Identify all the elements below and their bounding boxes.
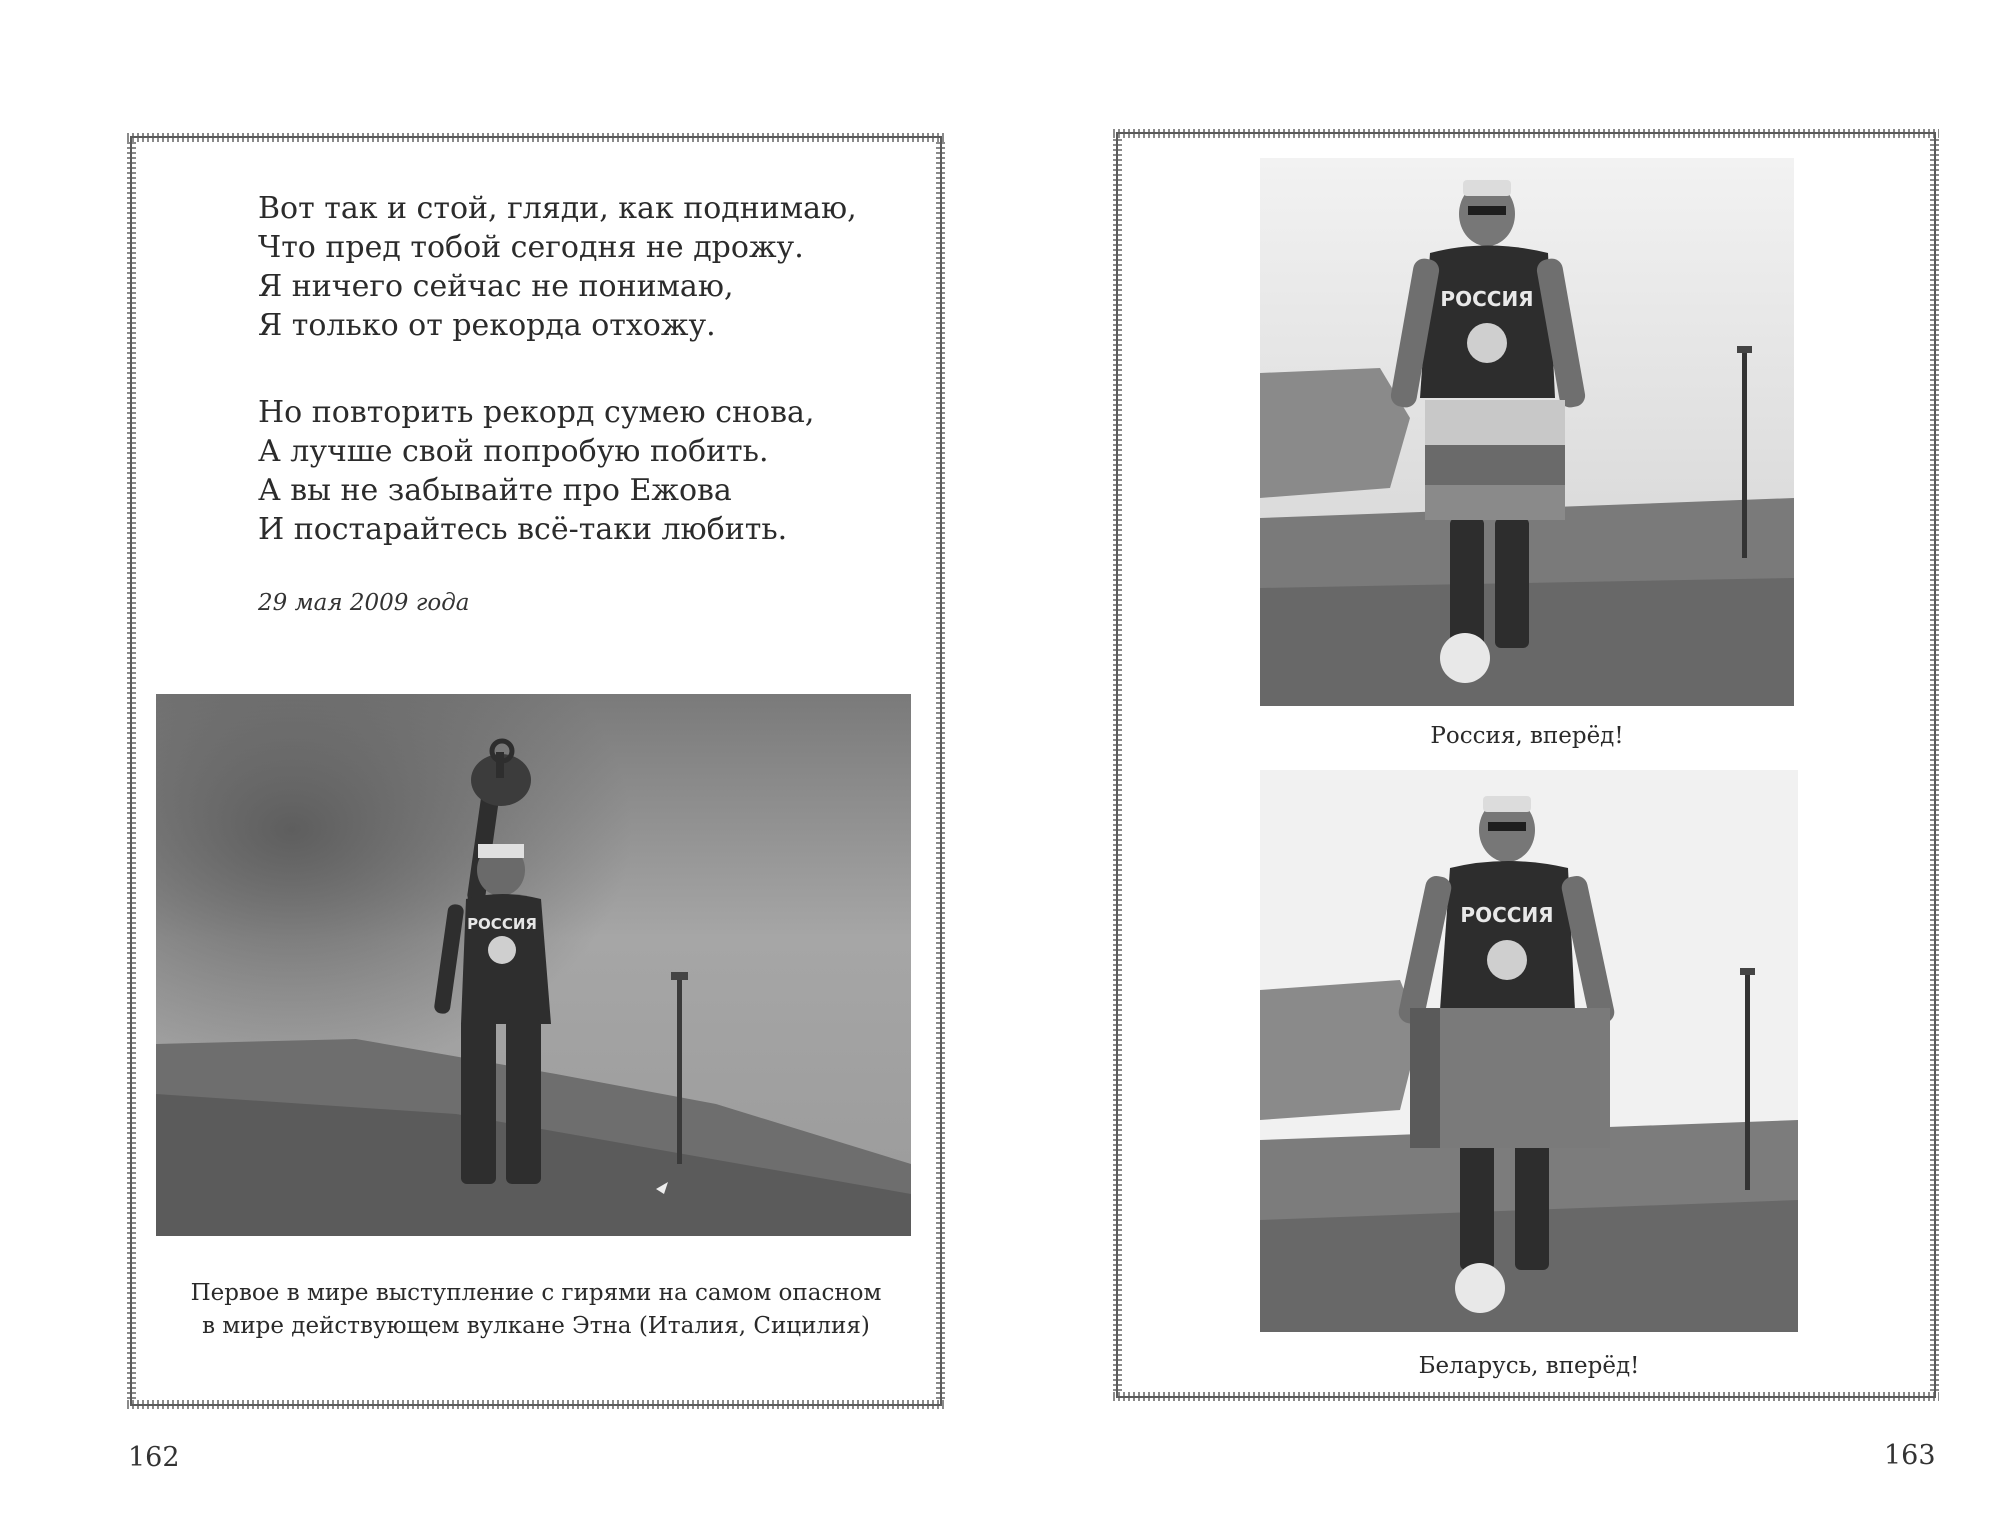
- page-number-left: 162: [128, 1442, 180, 1473]
- page-number-right: 163: [1884, 1440, 1936, 1471]
- poem-line: А лучше свой попробую побить.: [258, 434, 769, 469]
- photo-belarus-caption: Беларусь, вперёд!: [1418, 1353, 1640, 1379]
- poem-date: 29 мая 2009 года: [258, 590, 470, 616]
- photo-etna-caption: [130, 1277, 942, 1343]
- shirt-text: РОССИЯ: [1440, 287, 1534, 311]
- poem-stanza-1: [258, 189, 857, 345]
- poem-line: Что пред тобой сегодня не дрожу.: [258, 230, 804, 265]
- poem-line: Вот так и стой, гляди, как поднимаю,: [258, 191, 857, 226]
- right-page: [1000, 0, 2000, 1532]
- caption-line: Первое в мире выступление с гирями на самом опасном: [190, 1280, 882, 1306]
- poem-line: Но повторить рекорд сумею снова,: [258, 395, 815, 430]
- poem-stanza-2: [258, 393, 814, 549]
- photo-belarus-flag: [1260, 770, 1798, 1332]
- photo-russia-flag: [1260, 158, 1794, 706]
- shirt-text: РОССИЯ: [467, 915, 537, 933]
- caption-line: в мире действующем вулкане Этна (Италия, Сицилия): [202, 1313, 870, 1339]
- shirt-text: РОССИЯ: [1460, 903, 1554, 927]
- photo-etna-lift: [156, 694, 911, 1236]
- photo-russia-caption: Россия, вперёд!: [1430, 723, 1624, 749]
- poem-line: Я только от рекорда отхожу.: [258, 308, 716, 343]
- poem-line: И постарайтесь всё-таки любить.: [258, 512, 788, 547]
- poem-line: Я ничего сейчас не понимаю,: [258, 269, 734, 304]
- poem-line: А вы не забывайте про Ежова: [258, 473, 732, 508]
